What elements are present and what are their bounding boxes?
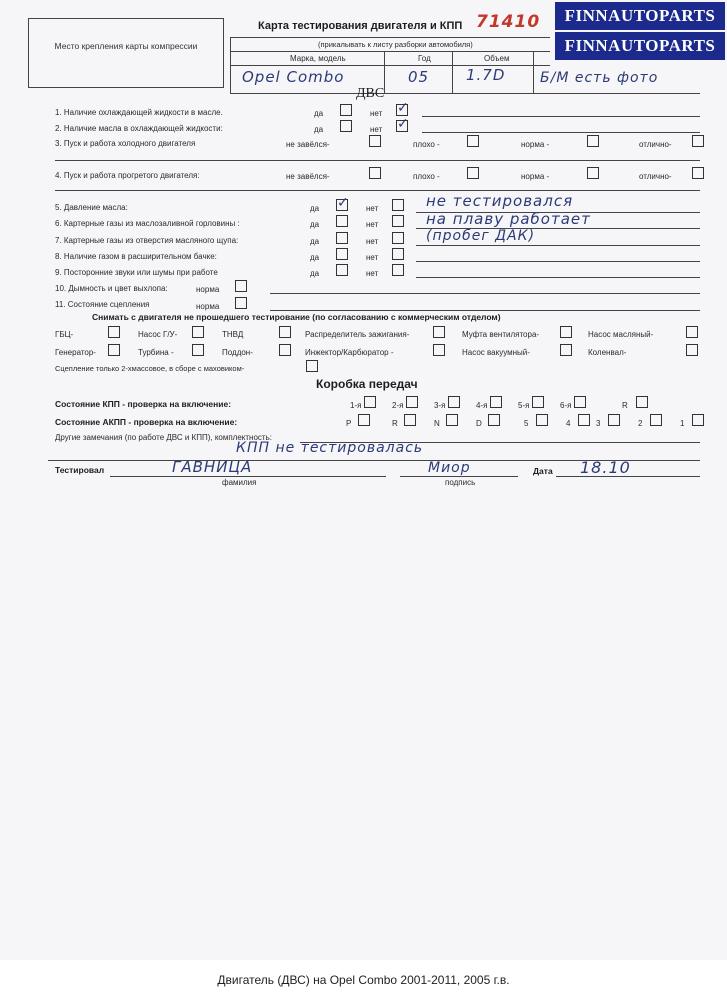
finnautoparts-logo-top: FINNAUTOPARTS [555,2,725,30]
akpp-gear-checkbox[interactable] [536,414,548,426]
part-crankshaft-checkbox[interactable] [686,344,698,356]
item-7-no-checkbox[interactable] [392,232,404,244]
item-3-no-start: не завёлся- [286,140,330,149]
item-6-no-checkbox[interactable] [392,215,404,227]
part-crankshaft-label: Коленвал- [588,348,627,357]
col-make-model: Марка, модель [290,54,346,63]
item-8-no: нет [366,253,379,262]
handwritten-number: 71410 [476,12,541,32]
item-8-line [416,261,700,262]
part-pump-gu-label: Насос Г/У- [138,330,178,339]
item-9-label: 9. Посторонние звуки или шумы при работе [55,268,218,277]
col-volume: Объем [484,54,510,63]
item-7-label: 7. Картерные газы из отверстия масляного щупа: [55,236,239,245]
item-3-normal: норма - [521,140,550,149]
form-title: Карта тестирования двигателя и КПП [258,20,463,32]
item-3-label: 3. Пуск и работа холодного двигателя [55,139,196,148]
date-label: Дата [533,466,553,476]
item-11-label: 11. Состояние сцепления [55,300,150,309]
item-3-no-start-checkbox[interactable] [369,135,381,147]
other-notes-label: Другие замечания (по работе ДВС и КПП), комплектность: [55,433,272,442]
part-pan-checkbox[interactable] [279,344,291,356]
akpp-gear-label: N [434,419,440,428]
item-5-no-checkbox[interactable] [392,199,404,211]
part-pump-gu-checkbox[interactable] [192,326,204,338]
clutch-note: Сцепление только 2-хмассовое, в сборе с маховиком- [55,364,245,373]
item-5-label: 5. Давление масла: [55,203,128,212]
akpp-gear-checkbox[interactable] [578,414,590,426]
image-caption: Двигатель (ДВС) на Opel Combo 2001-2011, 2005 г.в. [0,960,727,1000]
item-6-yes-checkbox[interactable] [336,215,348,227]
compression-card-stamp-area [28,18,224,88]
item-3-line [55,160,700,161]
item-4-line [55,190,700,191]
stamp-label: Место крепления карты компрессии [54,41,198,51]
item-10-norm: норма [196,285,220,294]
item-7-yes-checkbox[interactable] [336,232,348,244]
item-8-no-checkbox[interactable] [392,248,404,260]
item-9-yes: да [310,269,320,278]
kpp-gear-label: 5-я [518,401,530,410]
header-vline-1 [230,37,231,93]
item-2-line [422,132,700,133]
item-4-normal: норма - [521,172,550,181]
akpp-gear-checkbox[interactable] [358,414,370,426]
item-5-no: нет [366,204,379,213]
item-1-checkmark-icon: ✓ [397,100,409,116]
akpp-gear-checkbox[interactable] [608,414,620,426]
akpp-gear-checkbox[interactable] [446,414,458,426]
part-distributor-checkbox[interactable] [433,326,445,338]
item-11-norm: норма [196,302,220,311]
value-volume: 1.7D [466,66,506,84]
part-injector-checkbox[interactable] [433,344,445,356]
part-gbc-checkbox[interactable] [108,326,120,338]
kpp-gear-label: 4-я [476,401,488,410]
kpp-gear-label: 1-я [350,401,362,410]
tester-name: ГАВНИЦА [172,458,253,476]
value-year: 05 [408,68,430,86]
item-8-yes-checkbox[interactable] [336,248,348,260]
item-5-checkmark-icon: ✓ [337,195,349,211]
item-6-label: 6. Картерные газы из маслозаливной горловины : [55,219,240,228]
item-6-yes: да [310,220,320,229]
clutch-note-checkbox[interactable] [306,360,318,372]
akpp-label: Состояние АКПП - проверка на включение: [55,417,238,427]
header-line-2 [230,51,550,52]
item-7-line [416,245,700,246]
surname-label: фамилия [222,478,257,487]
item-8-label: 8. Наличие газом в расширительном бачке: [55,252,217,261]
item-3-normal-checkbox[interactable] [587,135,599,147]
header-vline-2 [384,51,385,93]
part-vacuum-pump-checkbox[interactable] [560,344,572,356]
signature-value: Миор [428,460,471,476]
header-line-4 [230,93,700,94]
kpp-gear-checkbox[interactable] [574,396,586,408]
part-gbc-label: ГБЦ- [55,330,74,339]
tested-label: Тестировал [55,465,105,475]
item-9-yes-checkbox[interactable] [336,264,348,276]
col-year: Год [418,54,431,63]
date-line [556,476,700,477]
part-oil-pump-checkbox[interactable] [686,326,698,338]
item-2-yes-checkbox[interactable] [340,120,352,132]
item-7-no: нет [366,237,379,246]
item-4-bad-checkbox[interactable] [467,167,479,179]
item-1-no: нет [370,109,383,118]
item-2-checkmark-icon: ✓ [397,116,409,132]
item-1-yes: да [314,109,324,118]
value-extra: Б/М есть фото [540,70,659,86]
part-fan-clutch-label: Муфта вентилятора- [462,330,540,339]
item-2-no: нет [370,125,383,134]
item-1-line [422,116,700,117]
item-4-label: 4. Пуск и работа прогретого двигателя: [55,171,200,180]
akpp-gear-label: 1 [680,419,685,428]
item-3-excellent-checkbox[interactable] [692,135,704,147]
item-1-label: 1. Наличие охлаждающей жидкости в масле. [55,108,223,117]
akpp-gear-label: 2 [638,419,643,428]
akpp-gear-checkbox[interactable] [692,414,704,426]
item-11-norm-checkbox[interactable] [235,297,247,309]
part-generator-checkbox[interactable] [108,344,120,356]
item-9-no-checkbox[interactable] [392,264,404,276]
item-4-no-start-checkbox[interactable] [369,167,381,179]
remove-header: Снимать с двигателя не прошедшего тестирование (по согласованию с коммерческим отделом) [92,312,501,322]
kpp-gear-checkbox[interactable] [406,396,418,408]
finnautoparts-logo-bottom: FINNAUTOPARTS [555,32,725,60]
item-3-excellent: отлично- [639,140,672,149]
item-2-label: 2. Наличие масла в охлаждающей жидкости: [55,124,223,133]
item-4-excellent: отлично- [639,172,672,181]
item-3-bad-checkbox[interactable] [467,135,479,147]
part-distributor-label: Распределитель зажигания- [305,330,410,339]
part-oil-pump-label: Насос масляный- [588,330,654,339]
item-6-no: нет [366,220,379,229]
akpp-gear-checkbox[interactable] [488,414,500,426]
akpp-gear-label: P [346,419,352,428]
part-tnvd-checkbox[interactable] [279,326,291,338]
kpp-gear-checkbox[interactable] [636,396,648,408]
kpp-gear-label: 3-я [434,401,446,410]
note-2: на плаву работает [426,210,591,228]
akpp-gear-label: 5 [524,419,529,428]
date-value: 18.10 [580,458,631,477]
item-4-no-start: не завёлся- [286,172,330,181]
item-9-no: нет [366,269,379,278]
item-7-yes: да [310,237,320,246]
item-10-line [270,293,700,294]
header-vline-3 [452,51,453,93]
part-tnvd-label: ТНВД [222,330,244,339]
kpp-label: Состояние КПП - проверка на включение: [55,399,232,409]
item-9-line [416,277,700,278]
signature-label: подпись [445,478,476,487]
item-10-label: 10. Дымность и цвет выхлопа: [55,284,168,293]
item-4-normal-checkbox[interactable] [587,167,599,179]
part-injector-label: Инжектор/Карбюратор - [305,348,394,357]
item-3-bad: плохо - [413,140,440,149]
gearbox-section-title: Коробка передач [316,377,418,391]
item-1-yes-checkbox[interactable] [340,104,352,116]
part-turbine-checkbox[interactable] [192,344,204,356]
header-line-1 [230,37,550,38]
signature-line [400,476,518,477]
header-vline-4 [533,51,534,93]
part-generator-label: Генератор- [55,348,96,357]
kpp-gear-checkbox[interactable] [448,396,460,408]
engine-section-title: ДВС [356,86,385,101]
item-4-excellent-checkbox[interactable] [692,167,704,179]
kpp-gear-label: R [622,401,628,410]
part-fan-clutch-checkbox[interactable] [560,326,572,338]
item-5-yes: да [310,204,320,213]
akpp-gear-label: R [392,419,398,428]
attach-note: (прикалывать к листу разборки автомобиля) [318,40,473,49]
kpp-gear-checkbox[interactable] [364,396,376,408]
value-make-model: Opel Combo [242,68,345,86]
item-4-bad: плохо - [413,172,440,181]
kpp-gear-checkbox[interactable] [490,396,502,408]
item-8-yes: да [310,253,320,262]
akpp-gear-checkbox[interactable] [650,414,662,426]
part-turbine-label: Турбина - [138,348,174,357]
part-pan-label: Поддон- [222,348,253,357]
akpp-gear-checkbox[interactable] [404,414,416,426]
note-1: не тестировался [426,192,574,210]
part-vacuum-pump-label: Насос вакуумный- [462,348,530,357]
akpp-gear-label: D [476,419,482,428]
other-notes-value: КПП не тестировалась [236,440,424,456]
item-2-yes: да [314,125,324,134]
akpp-gear-label: 3 [596,419,601,428]
note-3: (пробег ДАК) [426,228,536,244]
item-10-norm-checkbox[interactable] [235,280,247,292]
kpp-gear-label: 2-я [392,401,404,410]
kpp-gear-checkbox[interactable] [532,396,544,408]
akpp-gear-label: 4 [566,419,571,428]
kpp-gear-label: 6-я [560,401,572,410]
tester-line [110,476,386,477]
